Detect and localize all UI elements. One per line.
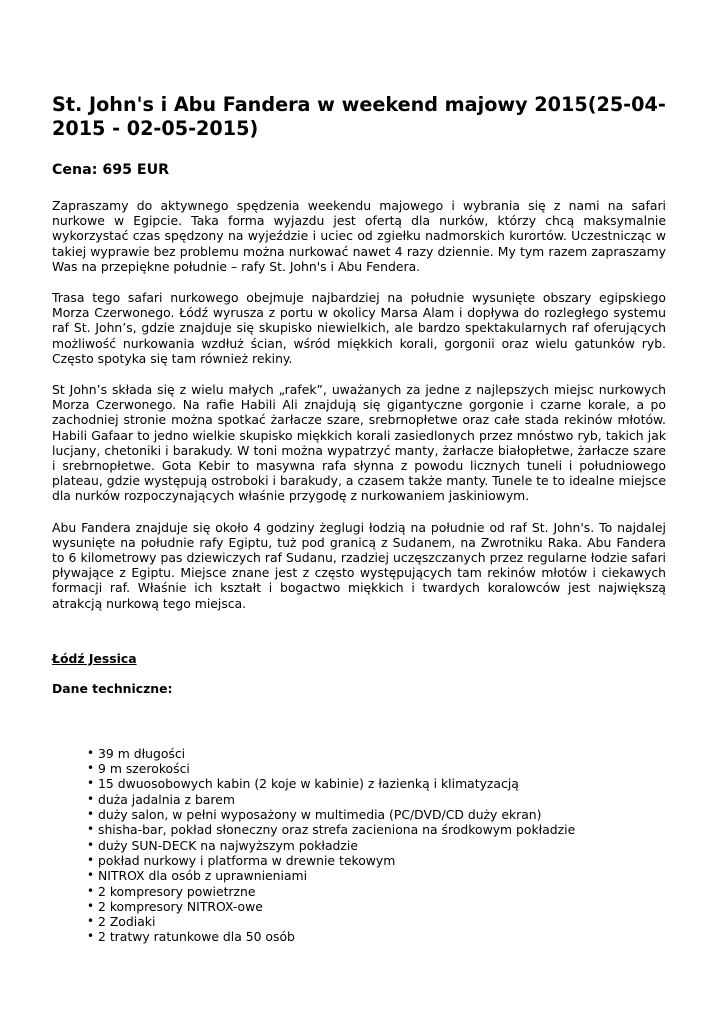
bullet-icon: •: [87, 761, 95, 776]
list-item: [52, 776, 666, 791]
bullet-icon: •: [87, 883, 95, 898]
spec-text: 9 m szerokości: [98, 761, 190, 777]
document-page: [52, 93, 666, 945]
boat-name-heading: Łódź Jessica: [52, 650, 137, 666]
spec-text: duży salon, w pełni wyposażony w multimedia (PC/DVD/CD duży ekran): [98, 807, 542, 823]
spec-text: 2 kompresory powietrzne: [98, 883, 256, 899]
route-paragraph: Trasa tego safari nurkowego obejmuje najbardziej na południe wysunięte obszary egipskiego Morza Czerwonego. Łódź wyrusza z portu w okolicy Marsa Alam i dopływa do rozległego systemu raf St. John’s, gdzie znajduje się skupisko niewielkich, ale bardzo spektakularnych raf oferujących możliwość nurkowania wzdłuż ścian, wśród miękkich korali, gorgonii oraz wielu gatunków ryb. Często spotyka się tam również rekiny.: [52, 290, 666, 366]
price-heading: Cena: 695 EUR: [52, 162, 170, 178]
bullet-icon: •: [87, 745, 95, 760]
spec-text: shisha-bar, pokład słoneczny oraz strefa zacieniona na środkowym pokładzie: [98, 822, 576, 838]
page-title: St. John's i Abu Fandera w weekend majowy 2015(25-04-2015 - 02-05-2015): [52, 93, 666, 140]
bullet-icon: •: [87, 929, 95, 944]
list-item: [52, 899, 666, 914]
list-item: [52, 746, 666, 761]
list-item: [52, 838, 666, 853]
bullet-icon: •: [87, 776, 95, 791]
spec-text: duża jadalnia z barem: [98, 791, 235, 807]
abu-fandera-paragraph: Abu Fandera znajduje się około 4 godziny żeglugi łodzią na południe od raf St. John's. To najdalej wysunięte na południe rafy Egiptu, tuż pod granicą z Sudanem, na Zwrotniku Raka. Abu Fandera to 6 kilometrowy pas dziewiczych raf Sudanu, rzadziej uczęszczanych przez regularne łodzie safari pływające z Egiptu. Miejsce znane jest z często występujących tam rekinów młotów i ciekawych formacji raf. Właśnie ich kształt i bogactwo miękkich i twardych koralowców jest największą atrakcją nurkową tego miejsca.: [52, 519, 666, 611]
technical-specs-list: [52, 746, 666, 945]
bullet-icon: •: [87, 914, 95, 929]
bullet-icon: •: [87, 807, 95, 822]
intro-paragraph: Zapraszamy do aktywnego spędzenia weekendu majowego i wybrania się z nami na safari nurkowe w Egipcie. Taka forma wyjazdu jest ofertą dla nurków, którzy chcą maksymalnie wykorzystać czas spędzony na wyjeździe i uciec od zgiełku nadmorskich kurortów. Uczestnicząc w takiej wyprawie bez problemu można nurkować nawet 4 razy dziennie. My tym razem zapraszamy Was na przepiękne południe – rafy St. John's i Abu Fendera.: [52, 198, 666, 274]
list-item: [52, 807, 666, 822]
list-item: [52, 914, 666, 929]
list-item: [52, 929, 666, 944]
spec-text: duży SUN-DECK na najwyższym pokładzie: [98, 837, 358, 853]
list-item: [52, 853, 666, 868]
spec-text: 15 dwuosobowych kabin (2 koje w kabinie) z łazienką i klimatyzacją: [98, 776, 519, 792]
list-item: [52, 822, 666, 837]
bullet-icon: •: [87, 898, 95, 913]
spec-text: 39 m długości: [98, 745, 186, 761]
bullet-icon: •: [87, 837, 95, 852]
bullet-icon: •: [87, 852, 95, 867]
technical-data-label: Dane techniczne:: [52, 680, 173, 696]
list-item: [52, 868, 666, 883]
spec-text: pokład nurkowy i platforma w drewnie tekowym: [98, 852, 396, 868]
spec-text: 2 Zodiaki: [98, 914, 156, 930]
bullet-icon: •: [87, 822, 95, 837]
list-item: [52, 884, 666, 899]
list-item: [52, 761, 666, 776]
bullet-icon: •: [87, 868, 95, 883]
spec-text: 2 tratwy ratunkowe dla 50 osób: [98, 929, 295, 945]
st-johns-paragraph: St John’s składa się z wielu małych „rafek”, uważanych za jedne z najlepszych miejsc nurkowych Morza Czerwonego. Na rafie Habili Ali znajdują się gigantyczne gorgonie i czarne korale, a po zachodniej stronie można spotkać żarłacze szare, srebrnopłetwe oraz całe stada rekinów młotów. Habili Gafaar to jedno wielkie skupisko miękkich korali zasiedlonych przez mnóstwo ryb, takich jak lucjany, chetoniki i barakudy. W toni można wypatrzyć manty, żarłacze białopłetwe, żarłacze szare i srebrnopłetwe. Gota Kebir to masywna rafa słynna z powodu licznych tuneli i południowego plateau, gdzie występują ostroboki i barakudy, a czasem także manty. Tunele te to idealne miejsce dla nurków rozpoczynających właśnie przygodę z nurkowaniem jaskiniowym.: [52, 382, 666, 504]
spec-text: NITROX dla osób z uprawnieniami: [98, 868, 308, 884]
bullet-icon: •: [87, 791, 95, 806]
spec-text: 2 kompresory NITROX-owe: [98, 898, 263, 914]
list-item: [52, 792, 666, 807]
